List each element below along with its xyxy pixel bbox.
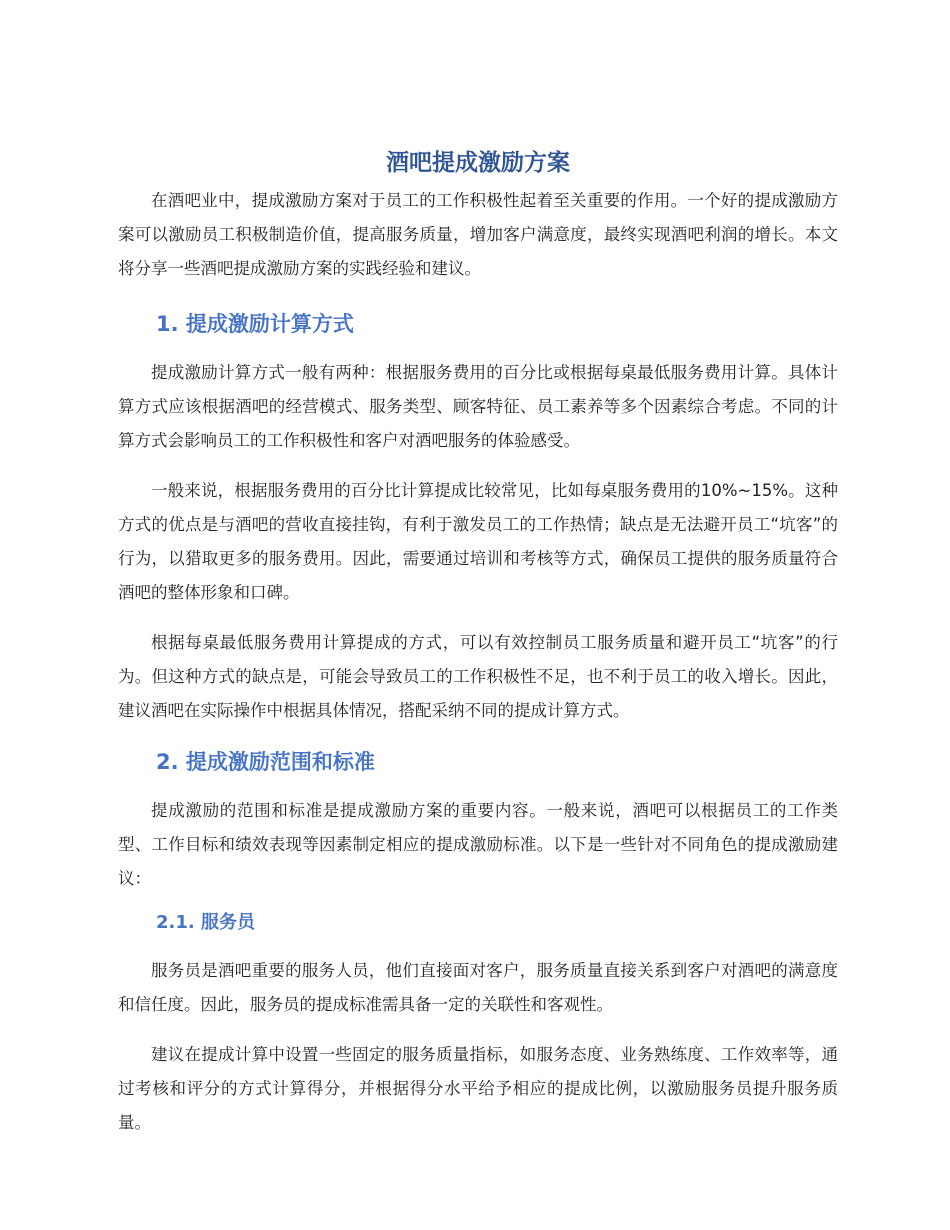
section-2-heading: 2. 提成激励范围和标准 (156, 750, 375, 774)
section-1-paragraph-1: 提成激励计算方式一般有两种：根据服务费用的百分比或根据每桌最低服务费用计算。具体计算方式应该根据酒吧的经营模式、服务类型、顾客特征、员工素养等多个因素综合考虑。不同的计算方式会影响员工的工作积极性和客户对酒吧服务的体验感受。 (118, 363, 838, 450)
subsection-2-1-paragraph-2: 建议在提成计算中设置一些固定的服务质量指标，如服务态度、业务熟练度、工作效率等，通过考核和评分的方式计算得分，并根据得分水平给予相应的提成比例，以激励服务员提升服务质量。 (118, 1045, 838, 1132)
section-2-paragraph-1: 提成激励的范围和标准是提成激励方案的重要内容。一般来说，酒吧可以根据员工的工作类型、工作目标和绩效表现等因素制定相应的提成激励标准。以下是一些针对不同角色的提成激励建议： (118, 801, 838, 888)
document-title: 酒吧提成激励方案 (386, 150, 570, 176)
document-page (118, 146, 838, 1140)
section-1-paragraph-3: 根据每桌最低服务费用计算提成的方式，可以有效控制员工服务质量和避开员工“坑客”的行为。但这种方式的缺点是，可能会导致员工的工作积极性不足，也不利于员工的收入增长。因此，建议酒吧在实际操作中根据具体情况，搭配采纳不同的提成计算方式。 (118, 633, 838, 720)
subsection-2-1-heading: 2.1. 服务员 (156, 912, 255, 933)
section-1-heading: 1. 提成激励计算方式 (156, 312, 354, 336)
subsection-2-1-paragraph-1: 服务员是酒吧重要的服务人员，他们直接面对客户，服务质量直接关系到客户对酒吧的满意度和信任度。因此，服务员的提成标准需具备一定的关联性和客观性。 (118, 961, 838, 1014)
intro-paragraph: 在酒吧业中，提成激励方案对于员工的工作积极性起着至关重要的作用。一个好的提成激励方案可以激励员工积极制造价值，提高服务质量，增加客户满意度，最终实现酒吧利润的增长。本文将分享一些酒吧提成激励方案的实践经验和建议。 (118, 191, 838, 278)
section-1-paragraph-2: 一般来说，根据服务费用的百分比计算提成比较常见，比如每桌服务费用的10%~15%。这种方式的优点是与酒吧的营收直接挂钩，有利于激发员工的工作热情；缺点是无法避开员工“坑客”的行为，以猎取更多的服务费用。因此，需要通过培训和考核等方式，确保员工提供的服务质量符合酒吧的整体形象和口碑。 (118, 481, 838, 602)
